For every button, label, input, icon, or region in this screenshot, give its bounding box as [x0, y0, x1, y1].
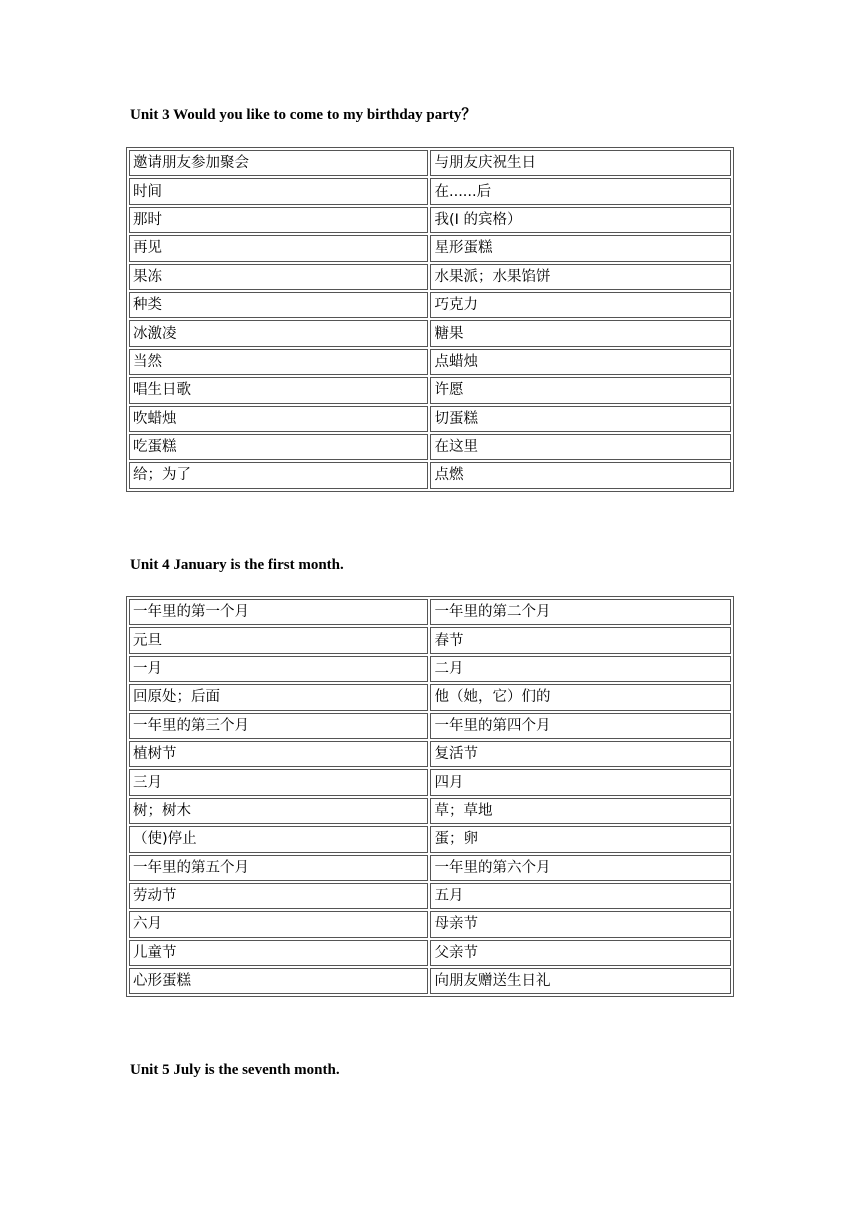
- vocab-cell-left: 冰激凌: [129, 320, 428, 346]
- table-row: [129, 178, 731, 204]
- vocab-cell-right: 春节: [430, 627, 731, 653]
- vocab-cell-right: 在这里: [430, 434, 731, 460]
- vocab-cell-right: 切蛋糕: [430, 406, 731, 432]
- unit-3-title: Unit 3 Would you like to come to my birthday party？: [130, 107, 477, 123]
- vocab-cell-right: 蛋；卵: [430, 826, 731, 852]
- vocab-cell-left: 一年里的第三个月: [129, 713, 428, 739]
- unit-5-title: Unit 5 July is the seventh month.: [130, 1062, 340, 1078]
- vocab-cell-right: 一年里的第四个月: [430, 713, 731, 739]
- table-row: [129, 150, 731, 176]
- vocab-cell-left: 回原处；后面: [129, 684, 428, 710]
- table-row: [129, 855, 731, 881]
- table-row: [129, 968, 731, 994]
- vocab-cell-right: 点燃: [430, 462, 731, 488]
- table-row: [129, 684, 731, 710]
- vocab-cell-right: 四月: [430, 769, 731, 795]
- vocab-cell-left: 三月: [129, 769, 428, 795]
- vocab-cell-right: 星形蛋糕: [430, 235, 731, 261]
- table-row: [129, 798, 731, 824]
- vocab-cell-left: 种类: [129, 292, 428, 318]
- table-row: [129, 627, 731, 653]
- vocab-cell-right: 与朋友庆祝生日: [430, 150, 731, 176]
- unit-4-vocab-table: [126, 596, 734, 997]
- vocab-cell-right: 父亲节: [430, 940, 731, 966]
- vocab-cell-right: 复活节: [430, 741, 731, 767]
- vocab-cell-left: 树；树木: [129, 798, 428, 824]
- vocab-cell-right: 许愿: [430, 377, 731, 403]
- table-row: [129, 883, 731, 909]
- vocab-cell-right: 我(I 的宾格）: [430, 207, 731, 233]
- vocab-cell-right: 巧克力: [430, 292, 731, 318]
- vocab-cell-left: （使)停止: [129, 826, 428, 852]
- table-row: [129, 349, 731, 375]
- vocab-cell-right: 一年里的第二个月: [430, 599, 731, 625]
- vocab-cell-left: 植树节: [129, 741, 428, 767]
- vocab-cell-right: 糖果: [430, 320, 731, 346]
- table-row: [129, 207, 731, 233]
- table-row: [129, 826, 731, 852]
- table-row: [129, 320, 731, 346]
- vocab-cell-right: 在......后: [430, 178, 731, 204]
- vocab-cell-left: 劳动节: [129, 883, 428, 909]
- vocab-cell-left: 六月: [129, 911, 428, 937]
- vocab-cell-left: 一年里的第五个月: [129, 855, 428, 881]
- vocab-cell-right: 点蜡烛: [430, 349, 731, 375]
- vocab-cell-left: 心形蛋糕: [129, 968, 428, 994]
- vocab-cell-left: 时间: [129, 178, 428, 204]
- table-row: [129, 713, 731, 739]
- vocab-cell-right: 五月: [430, 883, 731, 909]
- unit-3-vocab-table: [126, 147, 734, 492]
- vocab-cell-right: 一年里的第六个月: [430, 855, 731, 881]
- vocab-cell-left: 给；为了: [129, 462, 428, 488]
- vocab-cell-left: 果冻: [129, 264, 428, 290]
- table-row: [129, 656, 731, 682]
- vocab-cell-left: 当然: [129, 349, 428, 375]
- vocab-cell-left: 吃蛋糕: [129, 434, 428, 460]
- table-row: [129, 406, 731, 432]
- vocab-cell-left: 一月: [129, 656, 428, 682]
- vocab-cell-left: 元旦: [129, 627, 428, 653]
- vocab-cell-left: 邀请朋友参加聚会: [129, 150, 428, 176]
- table-row: [129, 741, 731, 767]
- vocab-cell-left: 儿童节: [129, 940, 428, 966]
- table-row: [129, 264, 731, 290]
- vocab-cell-left: 那时: [129, 207, 428, 233]
- vocab-cell-left: 吹蜡烛: [129, 406, 428, 432]
- vocab-cell-right: 水果派；水果馅饼: [430, 264, 731, 290]
- table-row: [129, 462, 731, 488]
- vocab-cell-right: 他（她，它）们的: [430, 684, 731, 710]
- vocab-cell-right: 草；草地: [430, 798, 731, 824]
- table-row: [129, 911, 731, 937]
- vocab-cell-right: 二月: [430, 656, 731, 682]
- table-row: [129, 434, 731, 460]
- table-row: [129, 235, 731, 261]
- table-row: [129, 599, 731, 625]
- vocab-cell-left: 唱生日歌: [129, 377, 428, 403]
- table-row: [129, 377, 731, 403]
- vocab-cell-left: 一年里的第一个月: [129, 599, 428, 625]
- table-row: [129, 940, 731, 966]
- vocab-cell-left: 再见: [129, 235, 428, 261]
- vocab-cell-right: 母亲节: [430, 911, 731, 937]
- vocab-cell-right: 向朋友赠送生日礼: [430, 968, 731, 994]
- unit-4-title: Unit 4 January is the first month.: [130, 557, 344, 573]
- table-row: [129, 292, 731, 318]
- table-row: [129, 769, 731, 795]
